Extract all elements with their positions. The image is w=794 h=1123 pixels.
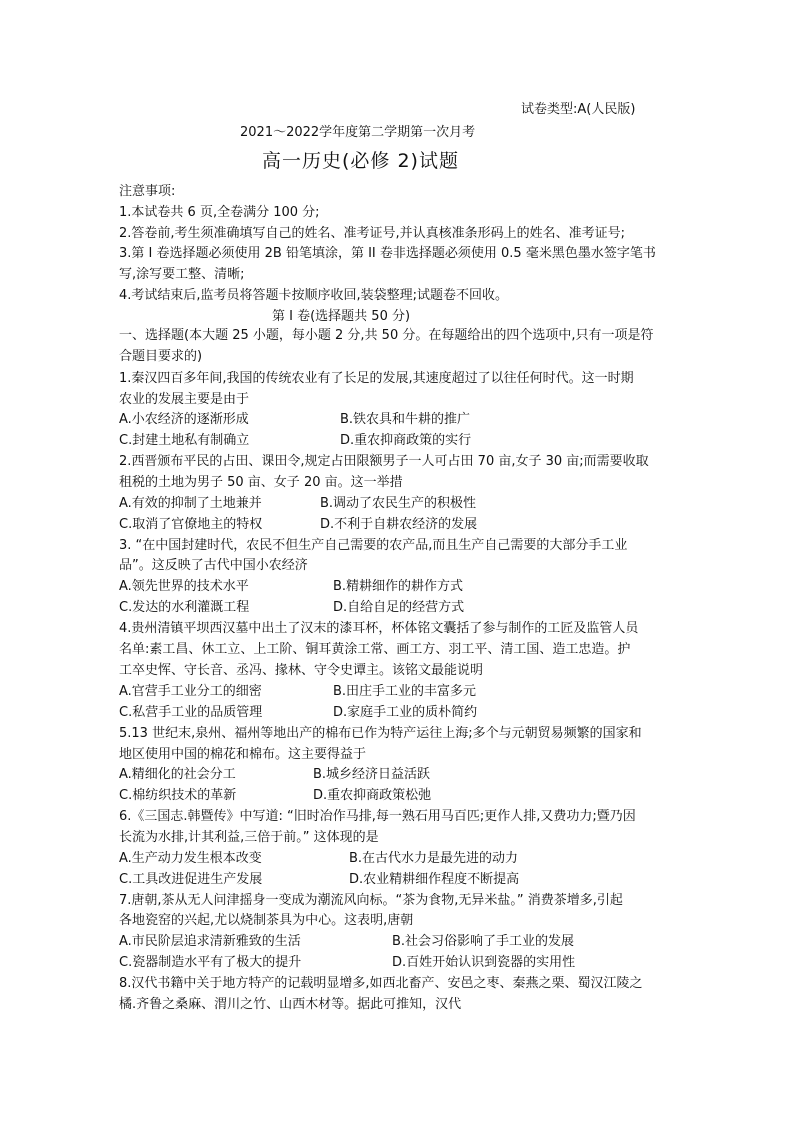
option-d: D.自给自足的经营方式 — [333, 600, 465, 615]
question-stem: 橘.齐鲁之桑麻、渭川之竹、山西木材等。据此可推知，汉代 — [119, 997, 462, 1012]
question-stem: 各地瓷窑的兴起,尤以烧制茶具为中心。这表明,唐朝 — [119, 913, 414, 928]
option-d: D.重农抑商政策松弛 — [313, 788, 432, 803]
question-stem: 品”。这反映了古代中国小农经济 — [119, 558, 308, 573]
notice-heading: 注意事项: — [119, 184, 176, 199]
question-stem: 1.秦汉四百多年间,我国的传统农业有了长足的发展,其速度超过了以往任何时代。这一时期 — [119, 371, 634, 386]
notice-item: 3.第 I 卷选择题必须使用 2B 铅笔填涂，第 II 卷非选择题必须使用 0.5 毫米黑色墨水签字笔书 — [119, 246, 656, 261]
question-stem: 租税的土地为男子 50 亩、女子 20 亩。这一举措 — [119, 475, 403, 490]
question-stem: 7.唐朝,茶从无人问津摇身一变成为潮流风向标。“茶为食物,无异米盐。” 消费茶增多,引起 — [119, 893, 623, 908]
question-stem: 5.13 世纪末,泉州、福州等地出产的棉布已作为特产运往上海;多个与元朝贸易频繁的国家和 — [119, 726, 642, 741]
notice-item: 写,涂写要工整、清晰; — [119, 267, 245, 282]
option-c: C.棉纺织技术的革新 — [119, 788, 237, 803]
question-stem: 长流为水排,计其利益,三倍于前。” 这体现的是 — [119, 830, 379, 845]
option-a: A.市民阶层追求清新雅致的生活 — [119, 934, 301, 949]
option-a: A.精细化的社会分工 — [119, 767, 236, 782]
notice-item: 2.答卷前,考生须准确填写自己的姓名、准考证号,并认真核准条形码上的姓名、准考证号; — [119, 226, 626, 241]
option-c: C.瓷器制造水平有了极大的提升 — [119, 955, 302, 970]
question-stem: 6.《三国志.韩暨传》中写道: “旧时冶作马排,每一熟石用马百匹;更作人排,又费功力;暨乃因 — [119, 809, 636, 824]
page-title: 高一历史(必修 2)试题 — [262, 150, 459, 172]
option-a: A.有效的抑制了土地兼并 — [119, 496, 262, 511]
option-d: D.不利于自耕农经济的发展 — [320, 517, 478, 532]
option-c: C.发达的水利灌溉工程 — [119, 600, 250, 615]
question-stem: 农业的发展主要是由于 — [119, 392, 250, 407]
option-d: D.百姓开始认识到瓷器的实用性 — [392, 955, 576, 970]
question-stem: 工卒史恽、守长音、丞冯、掾林、守令史谭主。该铭文最能说明 — [119, 663, 484, 678]
option-d: D.重农抑商政策的实行 — [340, 433, 472, 448]
question-stem: 8.汉代书籍中关于地方特产的记载明显增多,如西北畜产、安邑之枣、秦燕之栗、蜀汉江陵之 — [119, 976, 643, 991]
option-b: B.社会习俗影响了手工业的发展 — [392, 934, 575, 949]
option-b: B.铁农具和牛耕的推广 — [340, 412, 471, 427]
option-c: C.工具改进促进生产发展 — [119, 872, 263, 887]
option-b: B.调动了农民生产的积极性 — [320, 496, 477, 511]
option-c: C.封建土地私有制确立 — [119, 433, 250, 448]
option-a: A.领先世界的技术水平 — [119, 579, 249, 594]
section-heading: 第 I 卷(选择题共 50 分) — [272, 309, 411, 324]
section-intro: 合题目要求的) — [119, 349, 203, 364]
notice-item: 4.考试结束后,监考员将答题卡按顺序收回,装袋整理;试题卷不回收。 — [119, 288, 509, 303]
exam-year-label: 2021～2022学年度第二学期第一次月考 — [240, 125, 476, 140]
question-stem: 2.西晋颁布平民的占田、课田令,规定占田限额男子一人可占田 70 亩,女子 30 亩;而需要收取 — [119, 454, 649, 469]
option-a: A.生产动力发生根本改变 — [119, 851, 262, 866]
section-intro: 一、选择题(本大题 25 小题，每小题 2 分,共 50 分。在每题给出的四个选项中,只有一项是符 — [119, 328, 654, 343]
option-d: D.家庭手工业的质朴简约 — [333, 705, 478, 720]
question-stem: 名单:素工昌、休工立、上工阶、铜耳黄涂工常、画工方、羽工平、清工国、造工忠造。护 — [119, 642, 631, 657]
notice-item: 1.本试卷共 6 页,全卷满分 100 分; — [119, 205, 320, 220]
option-b: B.在古代水力是最先进的动力 — [349, 851, 519, 866]
option-b: B.精耕细作的耕作方式 — [333, 579, 464, 594]
question-stem: 3. “在中国封建时代，农民不但生产自己需要的农产品,而且生产自己需要的大部分手工业 — [119, 538, 628, 553]
option-a: A.小农经济的逐渐形成 — [119, 412, 249, 427]
question-stem: 4.贵州清镇平坝西汉墓中出土了汉末的漆耳杯，杯体铭文囊括了参与制作的工匠及监管人员 — [119, 621, 639, 636]
option-c: C.私营手工业的品质管理 — [119, 705, 263, 720]
paper-type-label: 试卷类型:A(人民版) — [521, 102, 636, 117]
option-b: B.城乡经济日益活跃 — [313, 767, 431, 782]
option-a: A.官营手工业分工的细密 — [119, 684, 262, 699]
option-d: D.农业精耕细作程度不断提高 — [349, 872, 520, 887]
option-c: C.取消了官僚地主的特权 — [119, 517, 263, 532]
question-stem: 地区使用中国的棉花和棉布。这主要得益于 — [119, 747, 367, 762]
option-b: B.田庄手工业的丰富多元 — [333, 684, 477, 699]
